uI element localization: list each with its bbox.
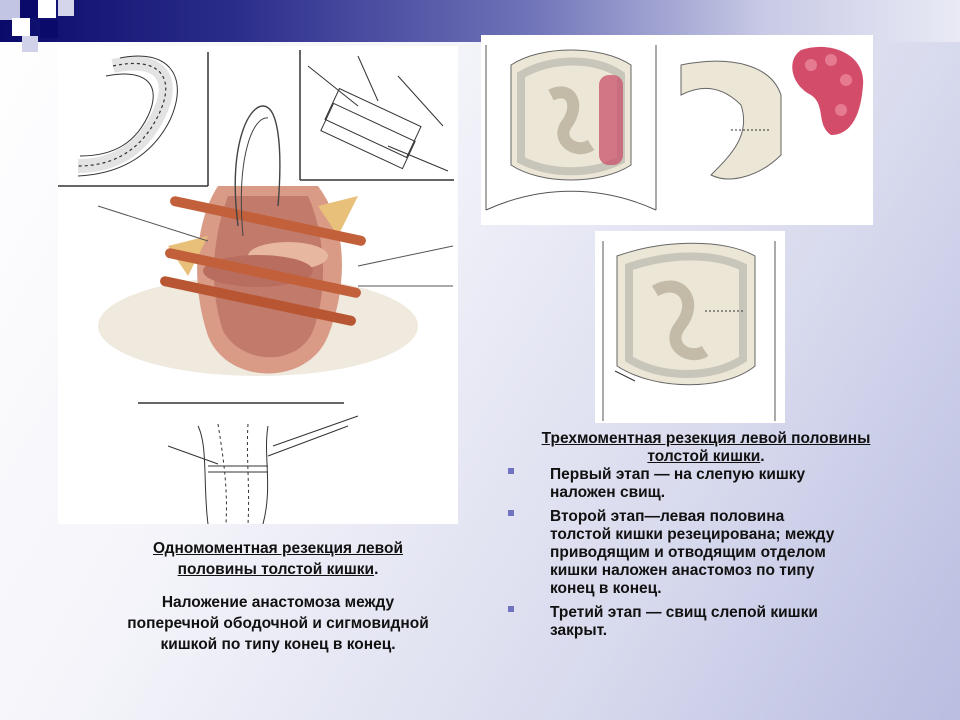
corner-square: [20, 0, 38, 18]
illustration-three-stage-3: [595, 231, 785, 423]
bullet-square-icon: [508, 468, 514, 474]
stage2-line3: приводящим и отводящим отделом: [550, 544, 826, 561]
stage2-line1: Второй этап—левая половина: [550, 508, 785, 525]
surgery-drawing: [58, 46, 458, 524]
right-title-suffix: .: [760, 448, 765, 465]
right-title-line2: толстой кишки: [647, 448, 761, 465]
bullet-square-icon: [508, 510, 514, 516]
corner-square: [40, 20, 58, 38]
bullet-square-icon: [508, 606, 514, 612]
stages-list: [506, 466, 906, 646]
right-title-line1: Трехмоментная резекция левой половины: [541, 430, 871, 447]
colon-stage-drawing: [481, 35, 873, 225]
list-item: [506, 604, 906, 640]
left-text-line2: поперечной ободочной и сигмовидной: [127, 615, 429, 632]
right-caption-title: [486, 430, 926, 466]
left-description: [88, 592, 468, 655]
left-text-line1: Наложение анастомоза между: [161, 594, 395, 611]
stage2-line2: толстой кишки резецирована; между: [550, 526, 835, 543]
left-title-suffix: .: [374, 561, 379, 578]
corner-square: [0, 0, 20, 20]
list-item: [506, 508, 906, 598]
left-caption: [108, 538, 448, 580]
stage2-line4: кишки наложен анастомоз по типу: [550, 562, 815, 579]
left-title-line2: половины толстой кишки: [177, 561, 375, 578]
stage1-line2: наложен свищ.: [550, 484, 666, 501]
corner-square: [22, 36, 38, 52]
illustration-three-stage-1-2: [481, 35, 873, 225]
left-text-line3: кишкой по типу конец в конец.: [160, 636, 396, 653]
left-title-line1: Одномоментная резекция левой: [153, 540, 403, 557]
stage1-line1: Первый этап — на слепую кишку: [550, 466, 806, 483]
left-caption-title: [108, 538, 448, 580]
stage3-line2: закрыт.: [550, 622, 608, 639]
colon-stage-drawing: [595, 231, 785, 423]
corner-square: [12, 18, 30, 36]
illustration-one-stage-resection: [58, 46, 458, 524]
list-item: [506, 466, 906, 502]
stage2-line5: конец в конец.: [550, 580, 662, 597]
corner-square: [58, 0, 74, 16]
corner-square: [38, 0, 56, 18]
stage3-line1: Третий этап — свищ слепой кишки: [550, 604, 818, 621]
